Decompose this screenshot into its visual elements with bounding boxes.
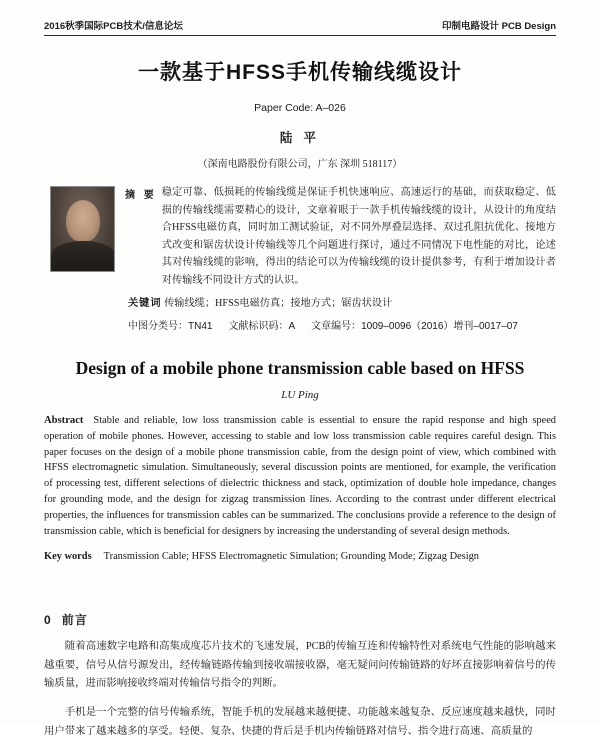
running-head-left: 2016秋季国际PCB技术/信息论坛 xyxy=(44,21,183,32)
clc-label: 中图分类号： xyxy=(128,320,188,332)
running-head xyxy=(44,18,556,35)
clc-value: TN41 xyxy=(188,320,213,332)
author-chinese: 陆 平 xyxy=(279,131,321,145)
abstract-label-english: Abstract xyxy=(44,414,84,426)
section-heading xyxy=(44,611,556,628)
page-title-chinese: 一款基于HFSS手机传输线缆设计 xyxy=(137,61,462,84)
keywords-chinese xyxy=(44,295,556,312)
header-divider xyxy=(44,35,556,36)
running-head-right: 印制电路设计 PCB Design xyxy=(441,21,556,32)
abstract-label-chinese: 摘 要 xyxy=(125,190,157,201)
keywords-label-english: Key words xyxy=(44,551,92,563)
abstract-text-chinese: 稳定可靠、低损耗的传输线缆是保证手机快速响应、高速运行的基础，而获取稳定、低损的传输线缆需要精心的设计，文章着眼于一款手机传输线缆的设计，从设计的角度结合HFSS电磁仿真，同时加工测试验证，对不同外厚叠层选择、双过孔阻抗优化、接地方式改变和锯齿状设计传输线等几个问题进行探讨，通过不同情况下电性能的对比，论述其对传输线缆的影响，得出的结论可以为传输线缆的设计提供参考，有利于增加设计者对传输线不同设计方式的认识。 xyxy=(161,187,556,286)
section-number: 0 xyxy=(44,613,52,628)
classification-line xyxy=(44,317,556,332)
article-id-label: 文章编号： xyxy=(311,320,362,332)
clc-group xyxy=(128,317,212,332)
section-title: 前言 xyxy=(61,613,88,628)
article-id-group xyxy=(311,317,518,332)
paper-code: Paper Code: A–026 xyxy=(254,102,346,114)
author-english: LU Ping xyxy=(281,388,319,401)
affiliation-chinese: （深南电路股份有限公司，广东 深圳 518117） xyxy=(197,159,403,170)
article-id-value: 1009–0096（2016）增刊–0017–07 xyxy=(361,320,518,332)
doc-code-group xyxy=(228,317,295,332)
keywords-text-english: Transmission Cable; HFSS Electromagnetic Simulation; Grounding Mode; Zigzag Design xyxy=(103,551,480,563)
abstract-english-block xyxy=(44,413,556,540)
section-introduction xyxy=(44,611,556,741)
body-paragraph: 手机是一个完整的信号传输系统，智能手机的发展越来越便捷、功能越来越复杂、反应速度越来越快，同时用户带来了越来越多的享受。轻便、复杂、快捷的背后是手机内传输链路对信号、指令进行高速、高质量的 xyxy=(44,707,556,737)
abstract-chinese-block xyxy=(44,184,556,289)
page-title-english: Design of a mobile phone transmission cable based on HFSS xyxy=(75,357,525,378)
body-paragraph: 随着高速数字电路和高集成度芯片技术的飞速发展，PCB的传输互连和传输特性对系统电气性能的影响越来越重要，信号从信号源发出，经传输链路传输到接收端接收器，毫无疑问问传输链路的好坏直接影响着信号的传输质量，进而影响接收终端对传输信号指令的判断。 xyxy=(44,641,556,690)
author-portrait-photo xyxy=(50,186,115,272)
keywords-label-chinese: 关键词 xyxy=(128,298,162,310)
abstract-text-english: Stable and reliable, low loss transmission cable is essential to ensure the rapid response and high speed operation of mobile phones. However, accessing to stable and low loss transmission cable requires careful design. This paper focuses on the design of a mobile phone transmission cable, from the design point of view, which combined with HFSS electromagnetic simulation. Simultaneously, several discussion points are mentioned, for example, the verification of processing test, different selections of dielectric thickness and stack, optimization of double hole impedance, changes for grounding mode, and the design for zigzag transmission lines. According to the contrast under different electrical properties, the influences for transmission cables can be summarized. The conclusions provide a reference to the design of transmission cable, which is beneficial for designers by increasing the understanding of several design methods. xyxy=(44,414,556,537)
keywords-english xyxy=(44,549,556,565)
doc-code-value: A xyxy=(288,320,296,332)
keywords-text-chinese: 传输线缆；HFSS电磁仿真；接地方式；锯齿状设计 xyxy=(164,298,393,310)
doc-code-label: 文献标识码： xyxy=(228,320,289,332)
